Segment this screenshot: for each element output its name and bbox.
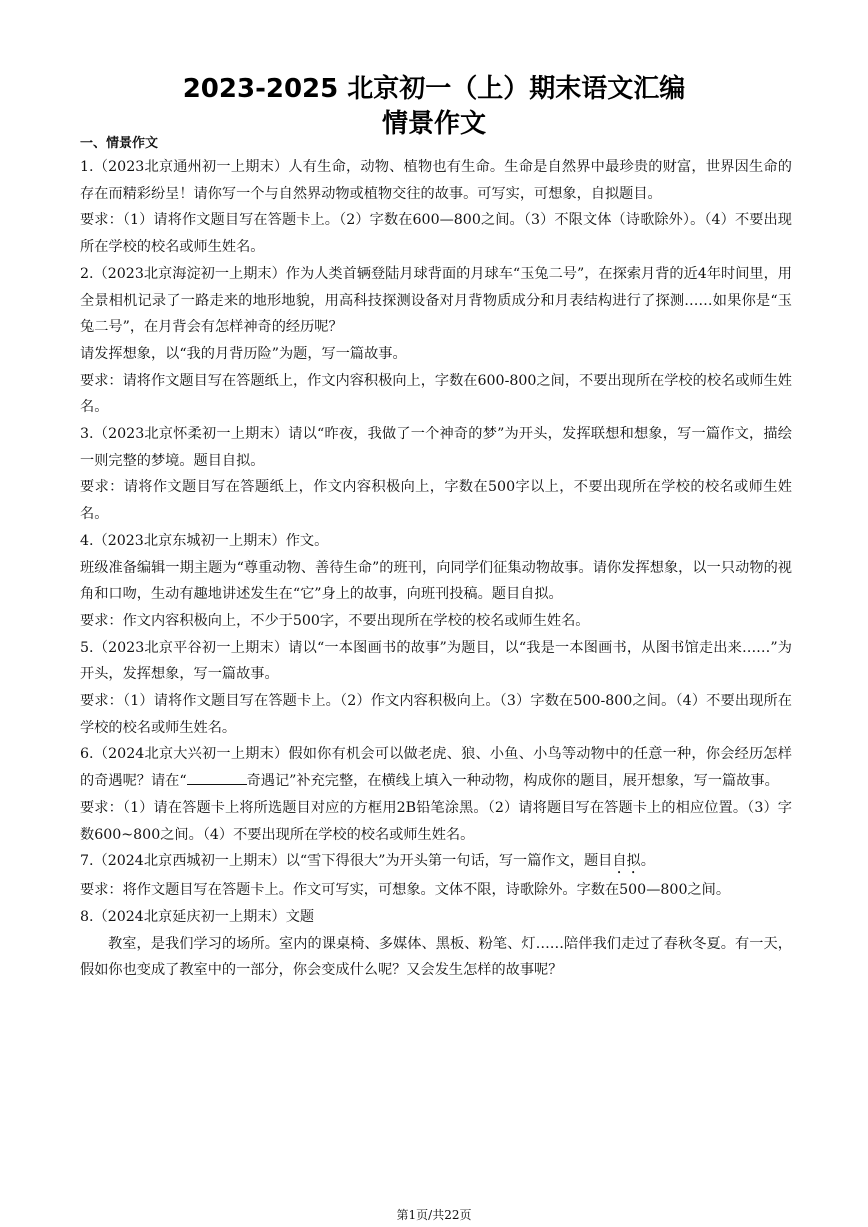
question-2-text: 2.（2023北京海淀初一上期末）作为人类首辆登陆月球背面的月球车“玉兔二号”，在探索月背的近4年时间里，用全景相机记录了一路走来的地形地貌，用高科技探测设备对月背物质成分和月表结构进行了探测……如果你是“玉兔二号”，在月背会有怎样神奇的经历呢？ [80,265,792,336]
question-7-text-b: 。 [640,853,655,870]
question-7-requirements: 要求：将作文题目写在答题卡上。作文可写实，可想象。文体不限，诗歌除外。字数在500—800之间。 [80,882,731,899]
emphasis-text: 自拟 [612,853,641,870]
question-4-prompt: 班级准备编辑一期主题为“尊重动物、善待生命”的班刊，向同学们征集动物故事。请你发挥想象，以一只动物的视角和口吻，生动有趣地讲述发生在“它”身上的故事，向班刊投稿。题目自拟。 [80,559,792,603]
question-5-text: 5.（2023北京平谷初一上期末）请以“一本图画书的故事”为题目，以“我是一本图画书，从图书馆走出来……”为开头，发挥想象，写一篇故事。 [80,639,792,683]
question-6-requirements: 要求：（1）请在答题卡上将所选题目对应的方框用2B铅笔涂黑。（2）请将题目写在答题卡上的相应位置。（3）字数600~800之间。（4）不要出现所在学校的校名或师生姓名。 [80,799,792,843]
fill-blank-line [187,770,247,785]
question-2-prompt: 请发挥想象，以“我的月背历险”为题，写一篇故事。 [80,345,407,362]
question-8-body: 教室，是我们学习的场所。室内的课桌椅、多媒体、黑板、粉笔、灯……陪伴我们走过了春秋冬夏。有一天，假如你也变成了教室中的一部分，你会变成什么呢？又会发生怎样的故事呢？ [80,935,792,979]
question-6-text [80,741,792,794]
question-6-text-b: 奇遇记”补充完整，在横线上填入一种动物，构成你的题目，展开想象，写一篇故事。 [246,773,779,790]
question-1-text: 1.（2023北京通州初一上期末）人有生命，动物、植物也有生命。生命是自然界中最珍贵的财富，世界因生命的存在而精彩纷呈！请你写一个与自然界动物或植物交往的故事。可写实，可想象，自拟题目。 [80,159,792,202]
question-7-text [80,848,792,877]
document-body [80,134,792,984]
document-subtitle: 情景作文 [381,109,486,139]
question-1-requirements: 要求：（1）请将作文题目写在答题卡上。（2）字数在600—800之间。（3）不限文体（诗歌除外）。（4）不要出现所在学校的校名或师生姓名。 [80,212,792,256]
section-heading: 一、情景作文 [80,136,159,151]
question-5-requirements: 要求：（1）请将作文题目写在答题卡上。（2）作文内容积极向上。（3）字数在500-800之间。（4）不要出现所在学校的校名或师生姓名。 [80,693,792,736]
question-3-requirements: 要求：请将作文题目写在答题纸上，作文内容积极向上，字数在500字以上，不要出现所在学校的校名或师生姓名。 [80,479,792,523]
question-4-requirements: 要求：作文内容积极向上，不少于500字，不要出现所在学校的校名或师生姓名。 [80,612,590,629]
question-7-text-a: 7.（2024北京西城初一上期末）以“雪下得很大”为开头第一句话，写一篇作文，题目 [80,853,613,870]
question-3-text: 3.（2023北京怀柔初一上期末）请以“昨夜，我做了一个神奇的梦”为开头，发挥联想和想象，写一篇作文，描绘一则完整的梦境。题目自拟。 [80,426,792,469]
question-6-text-a: 6.（2024北京大兴初一上期末）假如你有机会可以做老虎、狼、小鱼、小鸟等动物中的任意一种，你会经历怎样的奇遇呢？请在“ [80,746,792,790]
question-8-text: 8.（2024北京延庆初一上期末）文题 [80,908,315,925]
page-number: 第1页/共22页 [396,1208,472,1222]
document-title: 2023-2025 北京初一（上）期末语文汇编 [182,74,686,104]
question-4-text: 4.（2023北京东城初一上期末）作文。 [80,532,329,549]
question-2-requirements: 要求：请将作文题目写在答题纸上，作文内容积极向上，字数在600-800之间，不要出现所在学校的校名或师生姓名。 [80,372,792,416]
